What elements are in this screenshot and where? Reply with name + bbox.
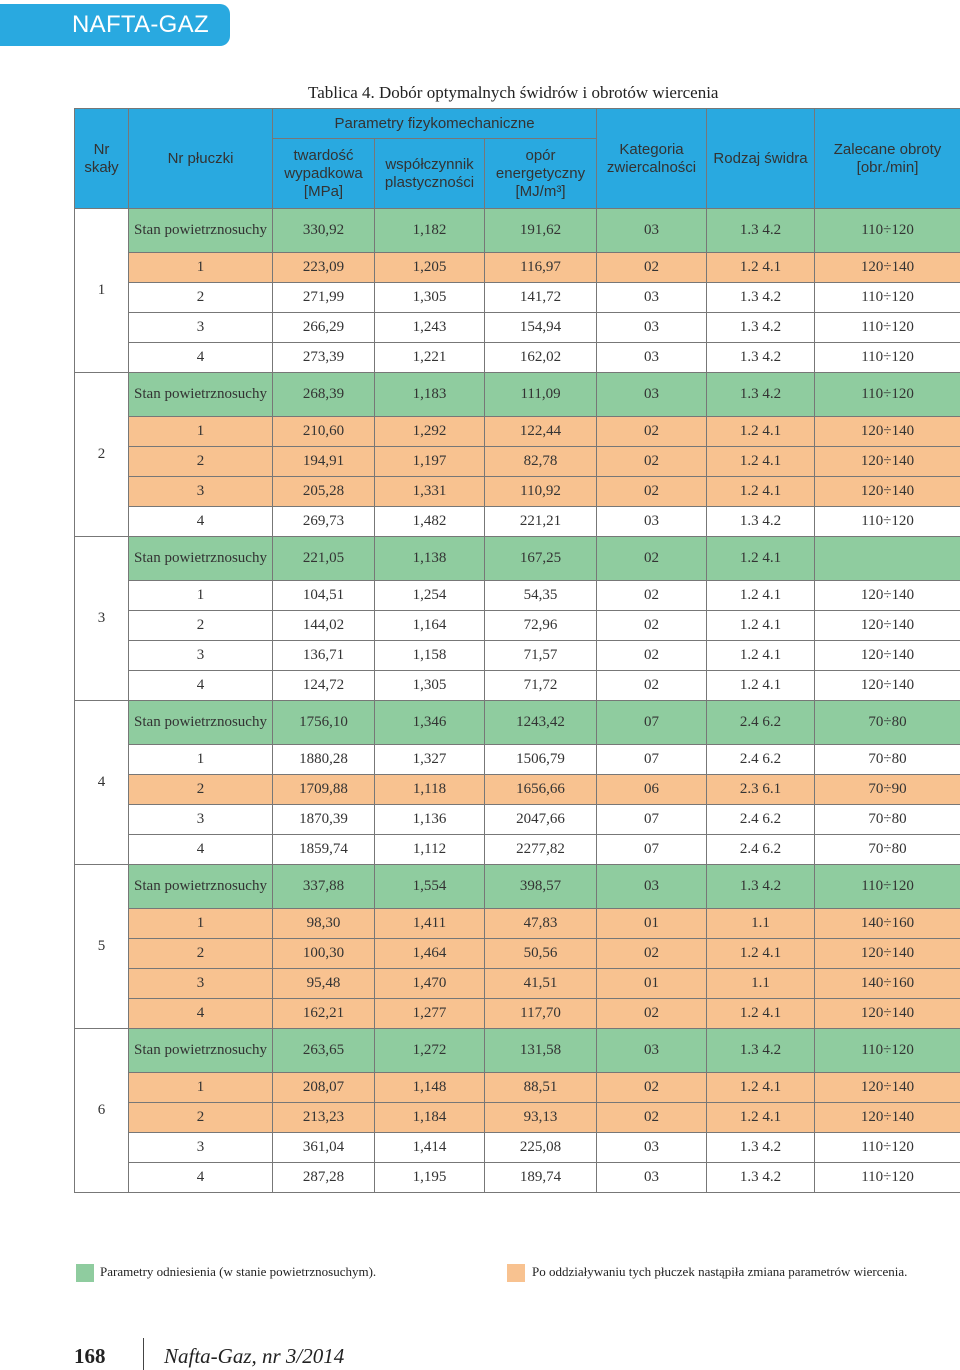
hardness-value: 271,99 (273, 283, 375, 313)
category-value: 02 (597, 641, 707, 671)
plasticity-value: 1,158 (375, 641, 485, 671)
rpm-value: 120÷140 (815, 581, 960, 611)
bit-type-value: 2.4 6.2 (707, 805, 815, 835)
mud-number: Stan powietrznosuchy (129, 865, 273, 909)
energy-value: 191,62 (485, 209, 597, 253)
hardness-value: 100,30 (273, 939, 375, 969)
rpm-value: 110÷120 (815, 313, 960, 343)
plasticity-value: 1,118 (375, 775, 485, 805)
table-row (75, 477, 960, 507)
col-wspolczynnik: współczynnik plastyczności (375, 139, 485, 209)
category-value: 02 (597, 417, 707, 447)
bit-type-value: 1.3 4.2 (707, 1029, 815, 1073)
mud-number: 2 (129, 283, 273, 313)
hardness-value: 268,39 (273, 373, 375, 417)
category-value: 07 (597, 835, 707, 865)
table-row (75, 909, 960, 939)
col-rodzaj: Rodzaj świdra (707, 109, 815, 209)
category-value: 02 (597, 611, 707, 641)
category-value: 03 (597, 209, 707, 253)
rpm-value: 120÷140 (815, 253, 960, 283)
rpm-value: 120÷140 (815, 477, 960, 507)
category-value: 02 (597, 999, 707, 1029)
rpm-value: 110÷120 (815, 1133, 960, 1163)
bit-type-value: 1.3 4.2 (707, 865, 815, 909)
plasticity-value: 1,195 (375, 1163, 485, 1193)
table-row (75, 969, 960, 999)
bit-type-value: 1.3 4.2 (707, 209, 815, 253)
energy-value: 162,02 (485, 343, 597, 373)
energy-value: 111,09 (485, 373, 597, 417)
rpm-value: 140÷160 (815, 969, 960, 999)
bit-type-value: 1.2 4.1 (707, 939, 815, 969)
hardness-value: 95,48 (273, 969, 375, 999)
rpm-value (815, 537, 960, 581)
mud-number: 4 (129, 835, 273, 865)
bit-type-value: 2.4 6.2 (707, 701, 815, 745)
col-twardosc: twardość wypadkowa [MPa] (273, 139, 375, 209)
hardness-value: 194,91 (273, 447, 375, 477)
bit-type-value: 1.3 4.2 (707, 1133, 815, 1163)
hardness-value: 104,51 (273, 581, 375, 611)
category-value: 03 (597, 1029, 707, 1073)
energy-value: 225,08 (485, 1133, 597, 1163)
bit-type-value: 1.2 4.1 (707, 447, 815, 477)
energy-value: 71,72 (485, 671, 597, 701)
plasticity-value: 1,136 (375, 805, 485, 835)
category-value: 02 (597, 939, 707, 969)
journal-header-tab: NAFTA-GAZ (0, 4, 230, 46)
energy-value: 189,74 (485, 1163, 597, 1193)
energy-value: 117,70 (485, 999, 597, 1029)
bit-type-value: 1.2 4.1 (707, 253, 815, 283)
bit-type-value: 1.1 (707, 909, 815, 939)
category-value: 02 (597, 477, 707, 507)
mud-number: 3 (129, 969, 273, 999)
category-value: 02 (597, 581, 707, 611)
category-value: 03 (597, 507, 707, 537)
hardness-value: 1756,10 (273, 701, 375, 745)
table-row (75, 1073, 960, 1103)
plasticity-value: 1,292 (375, 417, 485, 447)
plasticity-value: 1,346 (375, 701, 485, 745)
bit-type-value: 1.3 4.2 (707, 507, 815, 537)
bit-type-value: 1.2 4.1 (707, 1103, 815, 1133)
plasticity-value: 1,331 (375, 477, 485, 507)
table-row (75, 701, 960, 745)
rpm-value: 70÷80 (815, 701, 960, 745)
plasticity-value: 1,277 (375, 999, 485, 1029)
mud-number: 3 (129, 641, 273, 671)
hardness-value: 210,60 (273, 417, 375, 447)
mud-number: 3 (129, 313, 273, 343)
mud-number: 4 (129, 671, 273, 701)
category-value: 03 (597, 343, 707, 373)
category-value: 03 (597, 1163, 707, 1193)
table-row (75, 999, 960, 1029)
plasticity-value: 1,554 (375, 865, 485, 909)
hardness-value: 269,73 (273, 507, 375, 537)
plasticity-value: 1,184 (375, 1103, 485, 1133)
mud-number: Stan powietrznosuchy (129, 701, 273, 745)
rpm-value: 70÷80 (815, 805, 960, 835)
bit-type-value: 1.2 4.1 (707, 611, 815, 641)
category-value: 02 (597, 1073, 707, 1103)
rpm-value: 120÷140 (815, 611, 960, 641)
hardness-value: 221,05 (273, 537, 375, 581)
plasticity-value: 1,112 (375, 835, 485, 865)
table-caption: Tablica 4. Dobór optymalnych świdrów i obrotów wiercenia (308, 83, 719, 102)
plasticity-value: 1,254 (375, 581, 485, 611)
table-row (75, 775, 960, 805)
category-value: 03 (597, 1133, 707, 1163)
hardness-value: 124,72 (273, 671, 375, 701)
rpm-value: 120÷140 (815, 999, 960, 1029)
energy-value: 93,13 (485, 1103, 597, 1133)
table-row (75, 641, 960, 671)
energy-value: 1656,66 (485, 775, 597, 805)
category-value: 02 (597, 253, 707, 283)
plasticity-value: 1,414 (375, 1133, 485, 1163)
energy-value: 154,94 (485, 313, 597, 343)
energy-value: 131,58 (485, 1029, 597, 1073)
energy-value: 122,44 (485, 417, 597, 447)
energy-value: 82,78 (485, 447, 597, 477)
page-number: 168 (74, 1344, 106, 1368)
category-value: 02 (597, 447, 707, 477)
rpm-value: 110÷120 (815, 1163, 960, 1193)
hardness-value: 330,92 (273, 209, 375, 253)
col-obroty: Zalecane obroty [obr./min] (815, 109, 960, 209)
bit-type-value: 1.2 4.1 (707, 641, 815, 671)
plasticity-value: 1,148 (375, 1073, 485, 1103)
energy-value: 2277,82 (485, 835, 597, 865)
hardness-value: 266,29 (273, 313, 375, 343)
hardness-value: 136,71 (273, 641, 375, 671)
table-body (75, 209, 960, 1193)
mud-number: 4 (129, 507, 273, 537)
mud-number: 3 (129, 477, 273, 507)
bit-type-value: 2.4 6.2 (707, 835, 815, 865)
mud-number: 4 (129, 1163, 273, 1193)
plasticity-value: 1,243 (375, 313, 485, 343)
rock-number: 3 (75, 537, 129, 701)
plasticity-value: 1,164 (375, 611, 485, 641)
col-nr-pluczki: Nr płuczki (129, 109, 273, 209)
mud-number: 2 (129, 775, 273, 805)
hardness-value: 1880,28 (273, 745, 375, 775)
col-opor: opór energetyczny [MJ/m³] (485, 139, 597, 209)
rpm-value: 70÷80 (815, 745, 960, 775)
rock-number: 4 (75, 701, 129, 865)
rpm-value: 110÷120 (815, 343, 960, 373)
mud-number: Stan powietrznosuchy (129, 1029, 273, 1073)
mud-number: 4 (129, 999, 273, 1029)
table-row (75, 1163, 960, 1193)
category-value: 03 (597, 865, 707, 909)
mud-number: 3 (129, 1133, 273, 1163)
bit-type-value: 1.2 4.1 (707, 537, 815, 581)
table-row (75, 343, 960, 373)
table-row (75, 671, 960, 701)
category-value: 02 (597, 671, 707, 701)
energy-value: 1506,79 (485, 745, 597, 775)
rpm-value: 110÷120 (815, 507, 960, 537)
hardness-value: 1709,88 (273, 775, 375, 805)
hardness-value: 361,04 (273, 1133, 375, 1163)
table-row (75, 939, 960, 969)
energy-value: 398,57 (485, 865, 597, 909)
rpm-value: 120÷140 (815, 417, 960, 447)
plasticity-value: 1,197 (375, 447, 485, 477)
rock-number: 1 (75, 209, 129, 373)
hardness-value: 337,88 (273, 865, 375, 909)
table-row (75, 447, 960, 477)
mud-number: 1 (129, 909, 273, 939)
table-row (75, 283, 960, 313)
mud-number: 2 (129, 611, 273, 641)
table-row (75, 1029, 960, 1073)
bit-type-value: 2.3 6.1 (707, 775, 815, 805)
bit-type-value: 1.2 4.1 (707, 477, 815, 507)
legend-orange-text: Po oddziaływaniu tych płuczek nastąpiła zmiana parametrów wiercenia. (532, 1264, 908, 1279)
rpm-value: 70÷90 (815, 775, 960, 805)
rpm-value: 110÷120 (815, 1029, 960, 1073)
rpm-value: 120÷140 (815, 939, 960, 969)
bit-type-value: 1.3 4.2 (707, 283, 815, 313)
legend-orange-swatch (507, 1264, 525, 1282)
plasticity-value: 1,482 (375, 507, 485, 537)
plasticity-value: 1,305 (375, 671, 485, 701)
rock-number: 6 (75, 1029, 129, 1193)
hardness-value: 1859,74 (273, 835, 375, 865)
plasticity-value: 1,138 (375, 537, 485, 581)
journal-name: Nafta-Gaz, nr 3/2014 (164, 1344, 345, 1368)
energy-value: 1243,42 (485, 701, 597, 745)
plasticity-value: 1,182 (375, 209, 485, 253)
category-value: 02 (597, 537, 707, 581)
bit-type-value: 1.1 (707, 969, 815, 999)
footer-separator (143, 1338, 144, 1370)
table-row (75, 417, 960, 447)
bit-type-value: 1.2 4.1 (707, 999, 815, 1029)
mud-number: Stan powietrznosuchy (129, 209, 273, 253)
table-row (75, 507, 960, 537)
col-nr-skaly: Nr skały (75, 109, 129, 209)
table-row (75, 581, 960, 611)
bit-type-value: 1.2 4.1 (707, 1073, 815, 1103)
category-value: 07 (597, 805, 707, 835)
rpm-value: 110÷120 (815, 283, 960, 313)
bit-type-value: 1.3 4.2 (707, 373, 815, 417)
table-row (75, 1103, 960, 1133)
plasticity-value: 1,272 (375, 1029, 485, 1073)
mud-number: 1 (129, 417, 273, 447)
category-value: 03 (597, 373, 707, 417)
energy-value: 88,51 (485, 1073, 597, 1103)
mud-number: Stan powietrznosuchy (129, 537, 273, 581)
bit-type-value: 2.4 6.2 (707, 745, 815, 775)
mud-number: 2 (129, 447, 273, 477)
hardness-value: 223,09 (273, 253, 375, 283)
table-row (75, 865, 960, 909)
rpm-value: 70÷80 (815, 835, 960, 865)
mud-number: 4 (129, 343, 273, 373)
hardness-value: 213,23 (273, 1103, 375, 1133)
energy-value: 54,35 (485, 581, 597, 611)
bit-type-value: 1.3 4.2 (707, 343, 815, 373)
table-row (75, 537, 960, 581)
table-row (75, 611, 960, 641)
bit-type-value: 1.3 4.2 (707, 1163, 815, 1193)
hardness-value: 208,07 (273, 1073, 375, 1103)
hardness-value: 98,30 (273, 909, 375, 939)
category-value: 01 (597, 969, 707, 999)
mud-number: 2 (129, 1103, 273, 1133)
hardness-value: 263,65 (273, 1029, 375, 1073)
category-value: 03 (597, 313, 707, 343)
col-params-group: Parametry fizykomechaniczne (273, 109, 597, 139)
table-row (75, 209, 960, 253)
category-value: 01 (597, 909, 707, 939)
rock-number: 2 (75, 373, 129, 537)
energy-value: 167,25 (485, 537, 597, 581)
rpm-value: 120÷140 (815, 1073, 960, 1103)
energy-value: 41,51 (485, 969, 597, 999)
category-value: 06 (597, 775, 707, 805)
mud-number: Stan powietrznosuchy (129, 373, 273, 417)
plasticity-value: 1,470 (375, 969, 485, 999)
drill-bit-table (74, 108, 960, 1193)
rpm-value: 120÷140 (815, 447, 960, 477)
rpm-value: 110÷120 (815, 373, 960, 417)
hardness-value: 144,02 (273, 611, 375, 641)
hardness-value: 287,28 (273, 1163, 375, 1193)
mud-number: 1 (129, 581, 273, 611)
table-row (75, 313, 960, 343)
energy-value: 221,21 (485, 507, 597, 537)
plasticity-value: 1,327 (375, 745, 485, 775)
table-row (75, 805, 960, 835)
table-row (75, 373, 960, 417)
energy-value: 141,72 (485, 283, 597, 313)
rpm-value: 110÷120 (815, 209, 960, 253)
table-row (75, 745, 960, 775)
col-kategoria: Kategoria zwiercalności (597, 109, 707, 209)
mud-number: 1 (129, 253, 273, 283)
mud-number: 3 (129, 805, 273, 835)
energy-value: 71,57 (485, 641, 597, 671)
plasticity-value: 1,464 (375, 939, 485, 969)
legend-green-swatch (76, 1264, 94, 1282)
plasticity-value: 1,183 (375, 373, 485, 417)
rpm-value: 120÷140 (815, 641, 960, 671)
hardness-value: 205,28 (273, 477, 375, 507)
rpm-value: 140÷160 (815, 909, 960, 939)
energy-value: 2047,66 (485, 805, 597, 835)
plasticity-value: 1,205 (375, 253, 485, 283)
table-row (75, 253, 960, 283)
legend-green-text: Parametry odniesienia (w stanie powietrznosuchym). (100, 1264, 377, 1279)
rock-number: 5 (75, 865, 129, 1029)
plasticity-value: 1,411 (375, 909, 485, 939)
energy-value: 72,96 (485, 611, 597, 641)
rpm-value: 110÷120 (815, 865, 960, 909)
energy-value: 110,92 (485, 477, 597, 507)
energy-value: 47,83 (485, 909, 597, 939)
mud-number: 2 (129, 939, 273, 969)
rpm-value: 120÷140 (815, 671, 960, 701)
mud-number: 1 (129, 745, 273, 775)
table-row (75, 835, 960, 865)
plasticity-value: 1,221 (375, 343, 485, 373)
category-value: 07 (597, 701, 707, 745)
plasticity-value: 1,305 (375, 283, 485, 313)
bit-type-value: 1.2 4.1 (707, 671, 815, 701)
category-value: 03 (597, 283, 707, 313)
table-row (75, 1133, 960, 1163)
bit-type-value: 1.3 4.2 (707, 313, 815, 343)
category-value: 07 (597, 745, 707, 775)
hardness-value: 1870,39 (273, 805, 375, 835)
rpm-value: 120÷140 (815, 1103, 960, 1133)
category-value: 02 (597, 1103, 707, 1133)
energy-value: 116,97 (485, 253, 597, 283)
energy-value: 50,56 (485, 939, 597, 969)
bit-type-value: 1.2 4.1 (707, 417, 815, 447)
bit-type-value: 1.2 4.1 (707, 581, 815, 611)
mud-number: 1 (129, 1073, 273, 1103)
hardness-value: 162,21 (273, 999, 375, 1029)
hardness-value: 273,39 (273, 343, 375, 373)
